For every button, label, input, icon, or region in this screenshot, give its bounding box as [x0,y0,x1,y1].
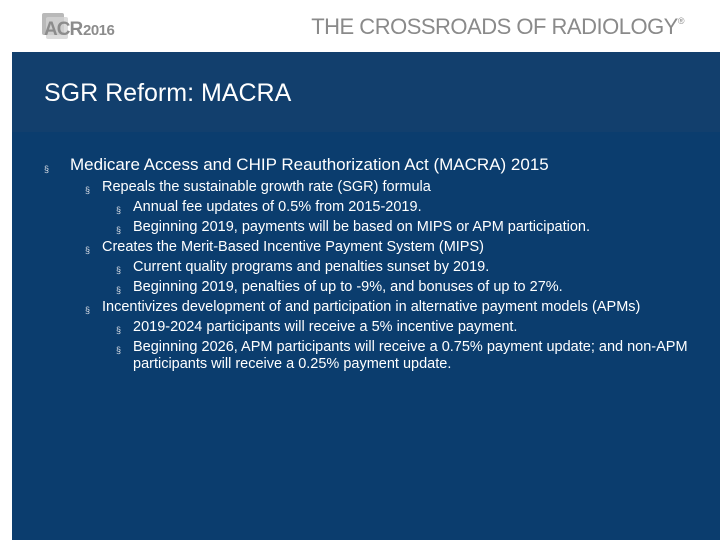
bullet-icon: § [116,325,122,335]
title-bar [12,52,720,132]
list-item: § Current quality programs and penalties sunset by 2019. [133,259,698,276]
bullet-icon: § [116,225,122,235]
slide-panel [12,52,720,540]
list-item: § Beginning 2019, payments will be based on MIPS or APM participation. [133,219,698,236]
header [0,0,720,52]
bullet-icon: § [116,205,122,215]
bullet-icon: § [85,305,91,315]
conference-tagline: THE CROSSROADS OF RADIOLOGY® [311,14,684,39]
acr2016-logo [40,10,128,44]
slide-title: SGR Reform: MACRA [44,79,292,107]
list-item: § Beginning 2019, penalties of up to -9%, and bonuses of up to 27%. [133,279,698,296]
bullet-icon: § [116,345,122,355]
bullet-list [12,154,720,373]
list-item: § Creates the Merit-Based Incentive Payment System (MIPS) [102,239,694,256]
bullet-icon: § [116,265,122,275]
svg-text:2016: 2016 [83,22,115,39]
list-item: § Annual fee updates of 0.5% from 2015-2019. [133,199,698,216]
bullet-icon: § [85,185,91,195]
list-item: § Beginning 2026, APM participants will receive a 0.75% payment update; and non-APM participants will receive a 0.25% payment update. [116,339,688,372]
bullet-icon: § [116,285,122,295]
list-item: § Medicare Access and CHIP Reauthorization Act (MACRA) 2015 [70,154,720,176]
list-item: § Incentivizes development of and participation in alternative payment models (APMs) [102,299,694,316]
list-item: § Repeals the sustainable growth rate (SGR) formula [102,179,694,196]
bullet-icon: § [44,164,50,174]
svg-text:ACR: ACR [44,19,83,40]
bullet-icon: § [85,245,91,255]
list-item: § 2019-2024 participants will receive a 5% incentive payment. [133,319,698,336]
